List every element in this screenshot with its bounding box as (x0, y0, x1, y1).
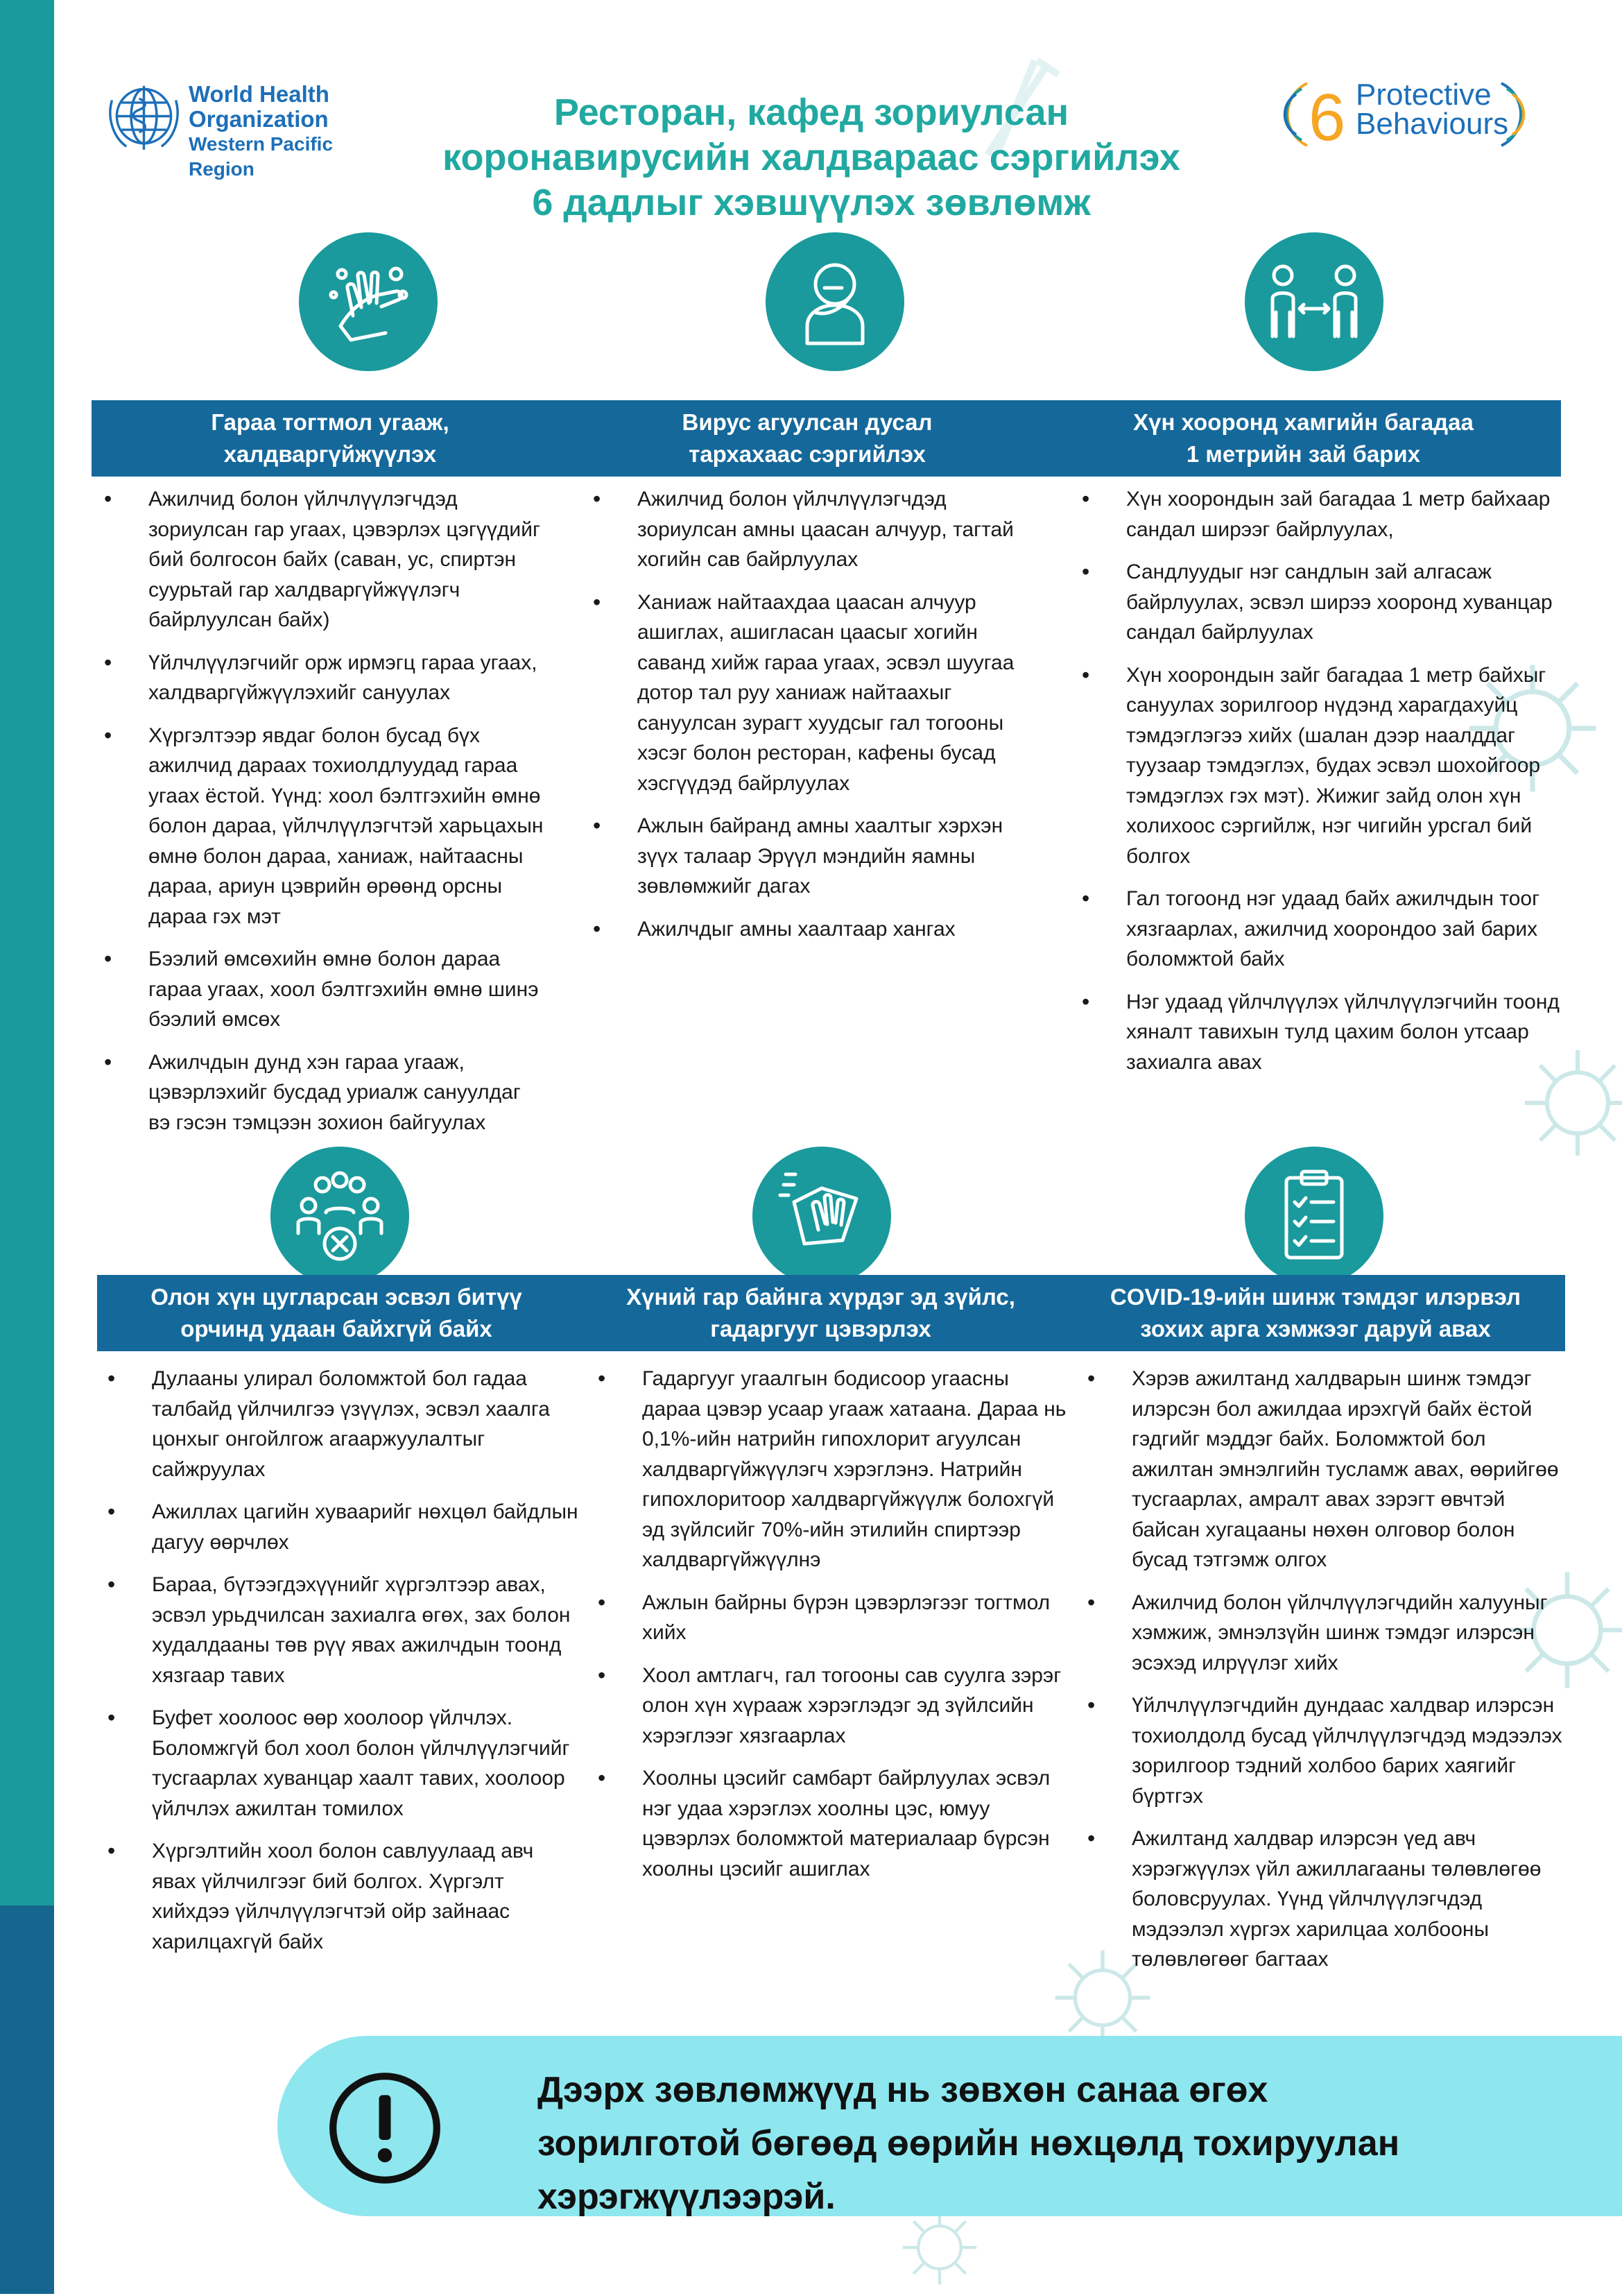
surface-cleaning-icon (752, 1147, 891, 1285)
protective-arcs-icon (1266, 76, 1356, 153)
heading-line: Хүний гар байнга хүрдэг эд зүйлс, (626, 1284, 1015, 1310)
list-item: • Бараа, бүтээгдэхүүнийг хүргэлтээр авах, эсвэл урьдчилсан захиалга өгөх, зах болон худалдааны төв рүү явах ажилчдын тоонд хязгаар тавих (107, 1570, 579, 1690)
list-item: • Хэрэв ажилтанд халдварын шинж тэмдэг илэрсэн бол ажилдаа ирэхгүй байх ёстой гэдгийг мэддэг байх. Боломжтой бол ажилтан эмнэлгийн тусламж авах, өөрийгөө тусгаарлах, амралт авах зэрэгт өвчтэй байсан хугацааны нөхөн олговор болон бусад тэтгэмж олгох (1087, 1364, 1573, 1575)
list-item: • Ажилчид болон үйлчлүүлэгчдийн халууныг хэмжиж, эмнэлзүйн шинж тэмдэг илэрсэн эсэхэд илрүүлэг хийх (1087, 1588, 1573, 1679)
cough-into-elbow-icon (766, 232, 904, 371)
list-item: • Үйлчлүүлэгчдийн дундаас халдвар илэрсэн тохиолдолд бусад үйлчлүүлэгчдэд мэдээлэх зорилгоор тэдний холбоо барих хаягийг бүртгэх (1087, 1690, 1573, 1811)
list-item: • Ажилчид болон үйлчлүүлэгчдэд зориулсан амны цаасан алчуур, тагтай хогийн сав байрлуулах (593, 484, 1044, 575)
list-item: • Хоолны цэсийг самбарт байрлуулах эсвэл нэг удаа хэрэглэх хоолны цэс, юмуу цэвэрлэх боломжтой материалаар бүрсэн хоолны цэсийг ашиглах (598, 1763, 1069, 1884)
section-5-list (598, 1364, 1069, 1896)
section-5-heading (576, 1275, 1066, 1351)
notice-line-3: хэрэгжүүлээрэй. (537, 2177, 836, 2217)
svg-text:6: 6 (1309, 80, 1346, 153)
list-item: • Сандлуудыг нэг сандлын зай алгасаж байрлуулах, эсвэл ширээ хооронд хуванцар сандал байрлуулах (1082, 557, 1567, 648)
heading-line: тархахаас сэргийлэх (689, 441, 926, 467)
section-1-list (104, 484, 548, 1150)
list-item: • Ажилчдыг амны хаалтаар хангах (593, 914, 1044, 945)
section-4-list (107, 1364, 579, 1969)
list-item: • Хүн хоорондын зай багадаа 1 метр байхаар сандал ширээг байрлуулах, (1082, 484, 1567, 545)
section-6-list (1087, 1364, 1573, 1987)
who-emblem-icon (104, 76, 184, 156)
list-item: • Хоол амтлагч, гал тогооны сав суулга зэрэг олон хүн хүрааж хэрэглэдэг эд зүйлсийн хэрэглээг хязгаарлах (598, 1661, 1069, 1751)
list-item: • Гал тогоонд нэг удаад байх ажилчдын тоог хязгаарлах, ажилчид хоорондоо зай барих боломжтой байх (1082, 884, 1567, 975)
list-item: • Дулааны улирал боломжтой бол гадаа талбайд үйлчилгээ үзүүлэх, эсвэл хаалга цонхыг онгойлгож агааржуулалтыг сайжруулах (107, 1364, 579, 1484)
section-1-heading (92, 400, 569, 477)
protective-line-2: Behaviours (1356, 107, 1509, 141)
section-4-heading (97, 1275, 576, 1351)
list-item: • Гадаргууг угаалгын бодисоор угаасны дараа цэвэр усаар угааж хатаана. Дараа нь 0,1%-ийн натрийн гипохлорит агуулсан халдваргүйжүүлэгч хэрэглэнэ. Натрийн гипохлоритоор халдваргүйжүүлж болохгүй эд зүйлсийг 70%-ийн этилийн спиртээр халдваргүйжүүлнэ (598, 1364, 1069, 1575)
list-item: • Ажилчдын дунд хэн гараа угааж, цэвэрлэхийг бусдад уриалж сануулдаг вэ гэсэн тэмцээн зохион байгуулах (104, 1047, 548, 1138)
handwashing-icon (299, 232, 438, 371)
notice-line-1: Дээрх зөвлөмжүүд нь зөвхөн санаа өгөх (537, 2070, 1268, 2110)
protective-line-1: Protective (1356, 78, 1492, 112)
protective-behaviours-logo (1266, 76, 1529, 153)
list-item: • Ханиаж найтаахдаа цаасан алчуур ашиглах, ашигласан цаасыг хогийн саванд хийж гараа угаах, эсвэл шуугаа дотор тал руу ханиаж найтаахыг сануулсан зурагт хуудсыг гал тогооны хэсэг болон ресторан, кафены бусад хэсгүүдэд байрлуулах (593, 588, 1044, 799)
protective-logo-text (1356, 80, 1508, 139)
heading-line: зохих арга хэмжээг даруй авах (1140, 1316, 1491, 1342)
section-2-heading (569, 400, 1046, 477)
heading-line: Олон хүн цугларсан эсвэл битүү (150, 1284, 522, 1310)
heading-line: COVID-19-ийн шинж тэмдэг илэрвэл (1110, 1284, 1521, 1310)
list-item: • Ажлын байрны бүрэн цэвэрлэгээг тогтмол хийх (598, 1588, 1069, 1648)
heading-line: гадаргууг цэвэрлэх (710, 1316, 931, 1342)
who-line-3: Western Pacific Region (189, 133, 334, 180)
title-line-2: коронавирусийн халдвараас сэргийлэх (442, 137, 1180, 178)
list-item: • Ажиллах цагийн хуваарийг нөхцөл байдлын дагуу өөрчлөх (107, 1497, 579, 1557)
section-3-heading (1046, 400, 1561, 477)
list-item: • Хүн хоорондын зайг багадаа 1 метр байхыг сануулах зорилгоор нүдэнд харагдахуйц тэмдэглэгээ хийх (шалан дээр наалддаг туузаар тэмдэглэх, будах эсвэл шохойгоор тэмдэглэх гэх мэт). Жижиг зайд олон хүн холихоос сэргийлж, нэг чигийн урсгал бий болгох (1082, 660, 1567, 872)
notice-text (537, 2064, 1578, 2224)
list-item: • Хүргэлтийн хоол болон савлуулаад авч явах үйлчилгээг бий болгох. Хүргэлт хийхдээ үйлчлүүлэгчтэй ойр зайнаас харилцахгүй байх (107, 1836, 579, 1957)
list-item: • Бээлий өмсөхийн өмнө болон дараа гараа угаах, хоол бэлтгэхийн өмнө шинэ бээлий өмсөх (104, 944, 548, 1035)
section-2-list (593, 484, 1044, 957)
heading-line: Гараа тогтмол угааж, (211, 409, 449, 435)
protective-arcs-right-icon (1494, 76, 1536, 153)
heading-line: халдваргүйжүүлэх (223, 441, 437, 467)
heading-line: орчинд удаан байхгүй байх (180, 1316, 492, 1342)
list-item: • Хүргэлтээр явдаг болон бусад бүх ажилчид дараах тохиолдлуудад гараа угаах ёстой. Үүнд: хоол бэлтгэхийн өмнө болон дараа, үйлчлүүлэгчтэй харьцахын өмнө болон дараа, ханиаж, найтаасны дараа, ариун цэврийн өрөөнд орсны дараа гэх мэт (104, 721, 548, 932)
document-title (374, 90, 1248, 225)
who-logo-text (189, 82, 340, 182)
who-logo (104, 76, 340, 180)
list-item: • Ажилчид болон үйлчлүүлэгчдэд зориулсан гар угаах, цэвэрлэх цэгүүдийг бий болгосон байх (саван, ус, спиртэн суурьтай гар халдваргүйжүүлэгч байрлуулсан байх) (104, 484, 548, 635)
exclamation-circle-icon (326, 2069, 444, 2187)
list-item: • Үйлчлүүлэгчийг орж ирмэгц гараа угаах, халдваргүйжүүлэхийг сануулах (104, 648, 548, 708)
list-item: • Ажилтанд халдвар илэрсэн үед авч хэрэгжүүлэх үйл ажиллагааны төлөвлөгөө боловсруулах. Үүнд үйлчлүүлэгчдэд мэдээлэл хүргэх харилцаа холбооны төлөвлөгөөг багтаах (1087, 1824, 1573, 1975)
who-line-1: World Health (189, 81, 329, 107)
section-6-heading (1066, 1275, 1565, 1351)
physical-distance-icon (1245, 232, 1383, 371)
list-item: • Буфет хоолоос өөр хоолоор үйлчлэх. Боломжгүй бол хоол болон үйлчлүүлэгчийг тусгаарлах хуванцар хаалт тавих, хоолоор үйлчлэх ажилтан томилох (107, 1703, 579, 1824)
section-3-list (1082, 484, 1567, 1090)
title-line-3: 6 дадлыг хэвшүүлэх зөвлөмж (532, 182, 1091, 223)
crowd-avoid-icon (270, 1147, 409, 1285)
left-accent-bar (0, 0, 54, 2294)
left-accent-bar-bottom (0, 1905, 54, 2294)
list-item: • Нэг удаад үйлчлүүлэх үйлчлүүлэгчийн тоонд хяналт тавихын тулд цахим болон утсаар захиалга авах (1082, 987, 1567, 1078)
list-item: • Ажлын байранд амны хаалтыг хэрхэн зүүх талаар Эрүүл мэндийн яамны зөвлөмжийг дагах (593, 811, 1044, 902)
who-line-2: Organization (189, 106, 329, 132)
heading-line: Вирус агуулсан дусал (682, 409, 933, 435)
heading-line: 1 метрийн зай барих (1186, 441, 1421, 467)
heading-line: Хүн хооронд хамгийн багадаа (1133, 409, 1474, 435)
title-line-1: Ресторан, кафед зориулсан (553, 92, 1069, 133)
checklist-icon (1245, 1147, 1383, 1285)
notice-line-2: зорилготой бөгөөд өөрийн нөхцөлд тохируулан (537, 2123, 1400, 2164)
